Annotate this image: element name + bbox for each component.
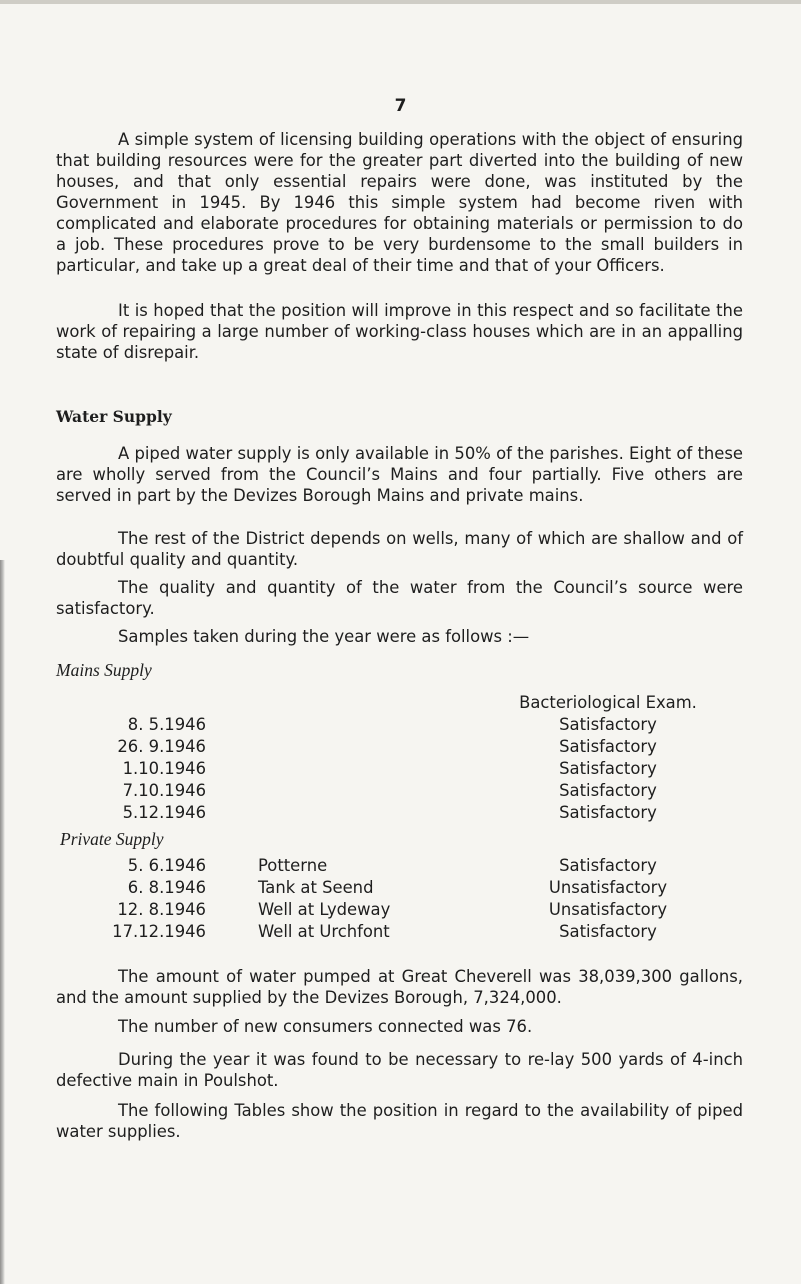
sample-result: Unsatisfactory bbox=[548, 900, 668, 919]
table-row bbox=[0, 856, 801, 878]
sample-date: 5. 6.1946 bbox=[127, 856, 206, 875]
sample-date: 6. 8.1946 bbox=[127, 878, 206, 897]
paragraph-licensing: A simple system of licensing building operations with the object of ensuring that building resources were for the greater part diverted into the building of new houses, and that only essential repairs were done, was instituted by the Government in 1945. By 1946 this simple system had become riven with complicated and elaborate procedures for obtaining materials or permission to do a job. These procedures prove to be very burdensome to the small builders in particular, and take up a great deal of their time and that of your Officers. bbox=[56, 130, 743, 275]
sample-date: 26. 9.1946 bbox=[117, 737, 206, 756]
page-number: 7 bbox=[394, 96, 407, 116]
column-header-bacteriological: Bacteriological Exam. bbox=[519, 693, 697, 712]
sample-date: 8. 5.1946 bbox=[127, 715, 206, 734]
sample-result: Satisfactory bbox=[559, 803, 657, 822]
sample-result: Satisfactory bbox=[559, 715, 657, 734]
table-row bbox=[0, 715, 801, 737]
sample-result: Satisfactory bbox=[559, 922, 657, 941]
sample-date: 1.10.1946 bbox=[122, 759, 206, 778]
sample-date: 17.12.1946 bbox=[112, 922, 206, 941]
paragraph-water-pumped: The amount of water pumped at Great Cheverell was 38,039,300 gallons, and the amount supplied by the Devizes Borough, 7,324,000. bbox=[56, 967, 743, 1007]
sample-date: 5.12.1946 bbox=[122, 803, 206, 822]
paragraph-quality: The quality and quantity of the water from the Council’s source were satisfactory. bbox=[56, 578, 743, 618]
sample-result: Satisfactory bbox=[559, 759, 657, 778]
paragraph-relay-main: During the year it was found to be necessary to re-lay 500 yards of 4-inch defective main in Poulshot. bbox=[56, 1050, 743, 1090]
mains-supply-heading: Mains Supply bbox=[56, 660, 152, 680]
sample-result: Satisfactory bbox=[559, 737, 657, 756]
table-row bbox=[0, 737, 801, 759]
paragraph-wells: The rest of the District depends on wells, many of which are shallow and of doubtful quality and quantity. bbox=[56, 529, 743, 569]
sample-place: Well at Lydeway bbox=[258, 900, 391, 919]
table-row bbox=[0, 803, 801, 825]
table-row bbox=[0, 781, 801, 803]
paragraph-hoped-improve: It is hoped that the position will improve in this respect and so facilitate the work of repairing a large number of working-class houses which are in an appalling state of disrepair. bbox=[56, 301, 743, 362]
sample-place: Potterne bbox=[258, 856, 328, 875]
paragraph-following-tables: The following Tables show the position in regard to the availability of piped water supplies. bbox=[56, 1101, 743, 1141]
paragraph-piped-supply: A piped water supply is only available in 50% of the parishes. Eight of these are wholly served from the Council’s Mains and four partially. Five others are served in part by the Devizes Borough Mains and private mains. bbox=[56, 444, 743, 505]
sample-result: Unsatisfactory bbox=[548, 878, 668, 897]
sample-result: Satisfactory bbox=[559, 781, 657, 800]
private-supply-heading: Private Supply bbox=[60, 829, 164, 849]
table-row bbox=[0, 922, 801, 944]
paragraph-new-consumers: The number of new consumers connected was 76. bbox=[118, 1017, 533, 1036]
sample-result: Satisfactory bbox=[559, 856, 657, 875]
table-row bbox=[0, 878, 801, 900]
section-heading-water-supply: Water Supply bbox=[56, 407, 172, 426]
sample-place: Well at Urchfont bbox=[258, 922, 390, 941]
paragraph-samples-intro: Samples taken during the year were as follows :— bbox=[118, 627, 530, 646]
sample-date: 12. 8.1946 bbox=[117, 900, 206, 919]
page-top-edge bbox=[0, 0, 801, 4]
sample-place: Tank at Seend bbox=[258, 878, 374, 897]
table-row bbox=[0, 900, 801, 922]
sample-date: 7.10.1946 bbox=[122, 781, 206, 800]
table-row bbox=[0, 759, 801, 781]
